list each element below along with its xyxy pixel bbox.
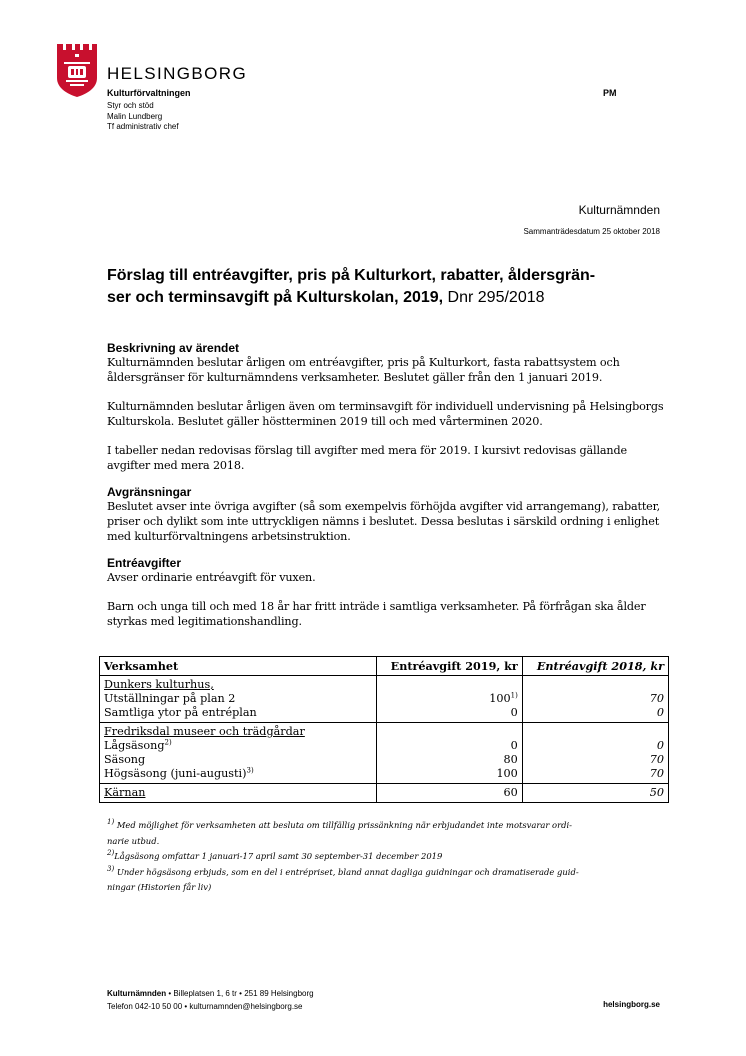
table-row <box>100 723 669 784</box>
fee-value: 70 <box>649 767 664 780</box>
section-heading: Beskrivning av ärendet <box>107 341 240 355</box>
table-header-row <box>100 657 669 676</box>
brand-name: HELSINGBORG <box>107 64 248 83</box>
footnote <box>107 818 667 834</box>
title-line-2-text: ser och terminsavgift på Kulturskolan, 2019, <box>107 289 444 306</box>
venue-title: Fredriksdal museer och trädgårdar <box>104 725 305 738</box>
footnote <box>107 865 667 881</box>
sender-line: Styr och stöd <box>107 101 154 110</box>
paragraph: Kulturnämnden beslutar årligen även om terminsavgift för individuell undervisning på Helsingborgs Kulturskola. Beslutet gäller höstterminen 2019 till och med vårterminen 2020. <box>107 400 664 428</box>
footnote-text: Med möjlighet för verksamheten att besluta om tillfällig prissänkning när erbjudandet inte motsvarar ordi- <box>114 820 572 830</box>
row-label: Lågsäsong <box>104 739 165 752</box>
sender-block <box>107 101 179 133</box>
footnote-continuation: ningar (Historien får liv) <box>107 882 212 892</box>
paragraph: I tabeller nedan redovisas förslag till avgifter med mera för 2019. I kursivt redovisas gällande avgifter med mera 2018. <box>107 444 627 472</box>
entrance-fee-table <box>99 656 669 803</box>
fee-2019-cell <box>376 723 522 784</box>
footer-contact: Telefon 042-10 50 00 • kulturnamnden@helsingborg.se <box>107 1002 303 1011</box>
sender-line: Malin Lundberg <box>107 111 163 121</box>
column-header: Entréavgift 2018, kr <box>522 657 668 676</box>
paragraph: Avser ordinarie entréavgift för vuxen. <box>107 571 316 584</box>
section-heading: Entréavgifter <box>107 556 182 570</box>
table-row <box>100 784 669 803</box>
footnote-mark: 3) <box>107 864 115 873</box>
footnote <box>107 849 667 865</box>
title-line-2 <box>107 287 667 309</box>
document-type: PM <box>603 88 617 98</box>
document-body <box>107 341 667 629</box>
fee-2018-cell <box>522 723 668 784</box>
footnote-mark: 2) <box>107 849 115 858</box>
venue-cell <box>100 784 377 803</box>
fee-value: 0 <box>656 706 664 719</box>
footnote-text: Lågsäsong omfattar 1 januari-17 april samt 30 september-31 december 2019 <box>114 851 443 861</box>
fee-2019-cell: 60 <box>376 784 522 803</box>
footnote-text: Under högsäsong erbjuds, som en del i entrépriset, bland annat dagliga guidningar och dramatiserade guid- <box>114 866 579 877</box>
table-row <box>100 676 669 723</box>
sender-line: Tf administrativ chef <box>107 122 179 131</box>
fee-value: 0 <box>656 739 664 752</box>
venue-cell <box>100 676 377 723</box>
paragraph: Kulturnämnden beslutar årligen om entréavgifter, pris på Kulturkort, fasta rabattsystem och åldersgränser för kulturnämndens verksamheter. Beslutet gäller från den 1 januari 2019. <box>107 356 620 384</box>
footnote-continuation: narie utbud. <box>107 835 160 846</box>
recipient: Kulturnämnden <box>578 203 660 217</box>
fee-value: 70 <box>649 753 664 766</box>
helsingborg-crown-logo <box>56 42 98 98</box>
footer-address-line: • Billeplatsen 1, 6 tr • 251 89 Helsingborg <box>166 989 314 998</box>
row-label: Samtliga ytor på entréplan <box>104 706 257 719</box>
fee-2018-cell: 50 <box>522 784 668 803</box>
paragraph: Beslutet avser inte övriga avgifter (så som exempelvis förhöjda avgifter vid arrangemang), rabatter, priser och dylikt som inte uttryckligen nämns i beslutet. Dessa beslutas i särskild ordning i enlighet med kulturförvaltningens arbetsinstruktion. <box>107 500 661 543</box>
row-label: Högsäsong (juni-augusti) <box>104 767 247 780</box>
venue-cell <box>100 723 377 784</box>
meeting-date: Sammanträdesdatum 25 oktober 2018 <box>523 227 660 236</box>
fee-value: 100 <box>489 692 511 705</box>
footnote-ref: 3) <box>246 766 254 775</box>
venue-title: Kärnan <box>104 786 146 799</box>
footer-address <box>107 987 314 1013</box>
title-line-1: Förslag till entréavgifter, pris på Kulturkort, rabatter, åldersgrän- <box>107 267 596 284</box>
section-heading: Avgränsningar <box>107 485 192 499</box>
column-header: Entréavgift 2019, kr <box>376 657 522 676</box>
footnote-mark: 1) <box>107 818 115 827</box>
row-label: Säsong <box>104 753 146 766</box>
fee-2019-cell <box>376 676 522 723</box>
paragraph: Barn och unga till och med 18 år har fritt inträde i samtliga verksamheter. På förfrågan ska ålder styrkas med legitimationshandling. <box>107 600 646 628</box>
case-number: Dnr 295/2018 <box>443 289 545 306</box>
fee-value: 100 <box>496 767 518 780</box>
table-footnotes <box>107 818 667 896</box>
footnote-ref: 1) <box>510 691 518 700</box>
fee-value: 0 <box>510 739 518 752</box>
fee-value: 70 <box>649 692 664 705</box>
footnote-ref: 2) <box>164 738 172 747</box>
venue-title: Dunkers kulturhus, <box>104 678 214 691</box>
footer-org: Kulturnämnden <box>107 989 167 998</box>
fee-2018-cell <box>522 676 668 723</box>
document-title <box>107 265 667 309</box>
row-label: Utställningar på plan 2 <box>104 692 236 705</box>
column-header: Verksamhet <box>100 657 377 676</box>
fee-value: 0 <box>510 706 518 719</box>
footer-website: helsingborg.se <box>603 1000 660 1009</box>
fee-value: 80 <box>503 753 518 766</box>
department-name: Kulturförvaltningen <box>107 88 191 98</box>
